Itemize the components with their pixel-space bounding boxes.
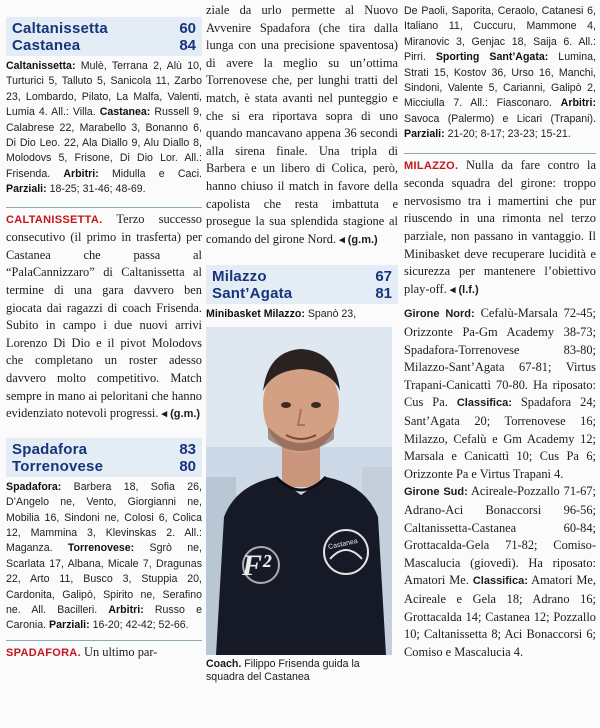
team-score: 67 [375,268,392,286]
article-body: ziale da urlo permette al Nuovo Avvenire Spadafora (che tira dalla lunga con una precisione spaventosa) di avere la meglio su un’ottima Torrenovese che, per lunghi tratti del match, è stata avanti nel punteggio e che si era riportava sopra di uno quando mancavano appena 36 secondi alla sirena finale. Una tripla di Barbera e un libero di Colica, però, hanno chiuso il match in favore della capolista che resta imbattuta e prosegue la sua splendida stagione al comando del girone Nord. [206,3,398,246]
stats-label: Sporting Sant’Agata: [435,51,549,64]
team-score: 81 [375,285,392,303]
caption-label: Coach. [206,657,242,670]
team-score: 84 [179,37,196,54]
stats-text: Lumina, Strati 15, Kostov 36, Urso 16, Manchi, Sindoni, Valente 5, Carianni, Galipò 2, Micciulla 7. All.: Fiasconaro. [404,51,596,110]
article-body: Nulla da fare contro la seconda squadra del girone: troppo nervosismo tra i mamertini che pur riuscendo in una rimonta nel terzo parziale, non passano in vantaggio. Il Minibasket deve recuperare lucidità e sicurezza per mantenere l’obiettivo play-off. [404,157,596,296]
stats-text: 21-20; 8-17; 23-23; 15-21. [444,128,571,141]
photo-caption [206,658,398,684]
scorebox-milazzo-santagata [206,265,398,304]
girone-results: Acireale-Pozzallo 71-67; Adrano-Aci Bonaccorsi 96-56; Caltanissetta-Castanea 60-84; Grottacalda-Gela 71-82; Comiso-Mascalucia (giovedì). Ha riposato: Amatori Me. [404,484,596,588]
classifica-text: Spadafora 24; Sant’Agata 20; Torrenovese 16; Milazzo, Cefalù e Gm Academy 12; Marsala e Canicattì 10; Cus Pa 6; Orizzonte Pa e Virtus Trapani 4. [404,395,596,481]
girone-label: Girone Sud: [404,486,468,499]
stats-label: Arbitri: [108,604,144,617]
team-name: Castanea [12,37,81,54]
team-score: 83 [179,440,196,458]
stats-text: Spanò 23, [304,308,357,321]
match-stats-3-continued [404,4,596,143]
divider [404,153,596,154]
stats-text: Russo e Caronia. [6,604,202,632]
stats-text: Russell 9, Calabrese 22, Marabello 3, Bonanno 6, Di Dio Leo. 22, Ala Diallo 9, Alu Diallo 8, Molodovs 5, Frisone, Di Dio Lor. All.: Frisenda. [6,106,202,180]
article-kicker: SPADAFORA. [6,646,81,659]
article-spadafora-continued [206,2,398,249]
stats-text: Mulè, Terrana 2, Alù 10, Turturici 5, Talluto 5, Sanicola 11, Zarbo 23, Lombardo, Pilato, La Malfa, Valenti, Lumia 4. All.: Villa. [6,60,202,119]
classifica-label: Classifica: [456,397,512,410]
stats-label: Castanea: [99,106,151,119]
scorebox-caltanissetta-castanea [6,17,202,56]
team-name: Caltanissetta [12,20,108,37]
stats-label: Parziali: [404,128,445,141]
article-signature: ◂ (g.m.) [161,408,201,421]
shirt-badge-text: Castanea [327,537,359,551]
coach-photo [206,327,392,655]
divider [6,207,202,208]
article-caltanissetta [6,211,202,424]
score-row-away [12,458,196,475]
girone-results: Cefalù-Marsala 72-45; Orizzonte Pa-Gm Academy 38-73; Spadafora-Torrenovese 83-80; Milazzo-Sant’Agata 67-81; Virtus Trapani-Canicattì 70-80. Ha riposato: Cus Pa. [404,306,596,410]
column-middle [206,0,398,684]
shirt-logo-text: F² [242,548,272,582]
team-score: 60 [179,20,196,37]
stats-label: Parziali: [6,183,47,196]
article-milazzo [404,157,596,300]
column-left [6,0,202,662]
stats-label: Arbitri: [560,97,596,110]
match-stats-1 [6,59,202,198]
article-kicker: MILAZZO. [404,159,459,172]
stats-text: Savoca (Palermo) e Licari (Trapani). [404,112,596,125]
divider [6,640,202,641]
article-kicker: CALTANISSETTA. [6,213,103,226]
team-score: 80 [179,457,196,475]
stats-label: Caltanissetta: [6,60,76,72]
column-right [404,0,596,661]
stats-text: 16-20; 42-42; 52-66. [89,619,189,632]
stats-label: Torrenovese: [67,542,135,555]
score-row-away [12,37,196,54]
portrait-illustration [206,327,392,655]
score-row-home [12,20,196,37]
team-name: Sant’Agata [212,285,293,303]
stats-text: Midulla e Caci. [98,167,202,180]
caption-text: Filippo Frisenda guida la squadra del Castanea [206,657,360,683]
scorebox-spadafora-torrenovese [6,438,202,477]
score-row-home [12,441,196,458]
article-body: Terzo successo consecutivo (il primo in trasferta) per Castanea che passa al “PalaCannizzaro” di Caltanissetta al termine di una gara davvero ben giocata dai ragazzi di coach Frisenda. Subito in campo i due nuovi arrivi Lorenzo Di Dio e il pivot Molodovs che completano un roster adesso davvero molto competitivo. Match sempre in mano ai peloritani che hanno evidenziato notevoli progressi. [6,211,202,421]
score-row-home [212,268,392,285]
article-signature: ◂ (g.m.) [339,233,378,246]
girone-nord [404,305,596,483]
stats-label: Parziali: [49,619,90,632]
article-spadafora-start [6,644,202,663]
stats-text: Barbera 18, Sofia 26, D’Angelo ne, Vento, Giorgianni ne, Mobilia 16, Sindoni ne, Colosi 6, Colica 12, Mammina 3, Klevinskas 2. All.: Maganza. [6,480,202,555]
stats-text: 18-25; 31-46; 48-69. [46,183,146,196]
article-signature: ◂ (l.f.) [449,283,479,296]
girone-label: Girone Nord: [404,308,475,321]
team-name: Milazzo [212,268,267,286]
classifica-label: Classifica: [472,575,528,588]
team-name: Spadafora [12,440,88,458]
score-row-away [212,285,392,302]
match-stats-2 [6,480,202,634]
stats-label: Spadafora: [6,480,62,493]
match-stats-3-start [206,307,398,322]
team-name: Torrenovese [12,457,104,475]
girone-sud [404,483,596,661]
classifica-text: Amatori Me, Acireale e Gela 18; Adrano 16; Grottacalda 14; Castanea 12; Pozzallo 10; Caltanissetta 8; Aci Bonaccorsi 6; Comiso e Mascalucia 4. [404,573,596,659]
stats-label: Arbitri: [63,167,99,180]
article-body: Un ultimo par- [80,644,158,659]
stats-label: Minibasket Milazzo: [206,308,305,321]
stats-text: Sgrò ne, Scarlata 17, Albana, Micale 7, Dragunas 22, Arto 11, Busco 3, Stuppia 20, Cardonita, Galipò, Spirito ne, Serafino ne. All. Bacilleri. [6,542,202,617]
stats-text: De Paoli, Saporita, Ceraolo, Catanesi 6, Italiano 11, Cuccuru, Mammone 4, Miranovic 3, Genjac 18, Saija 6. All.: Pirri. [404,5,596,64]
